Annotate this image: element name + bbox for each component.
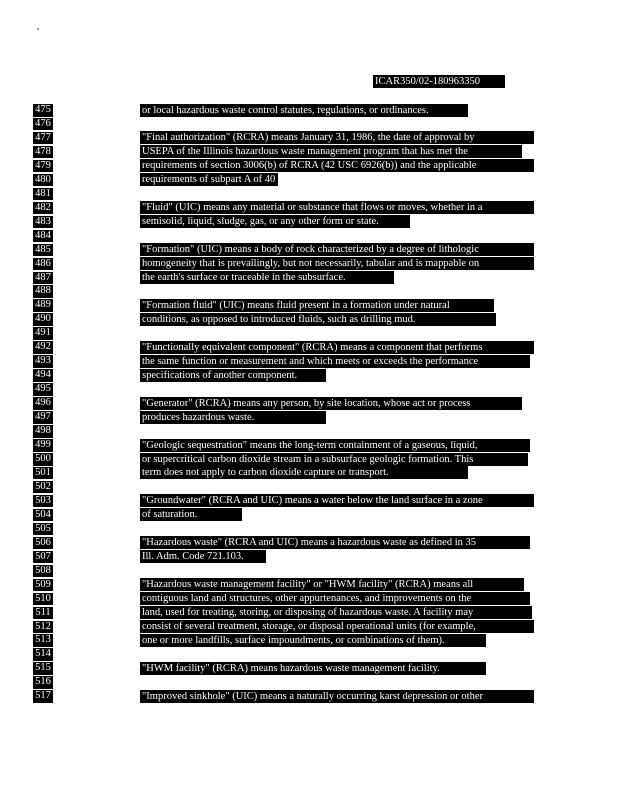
line-number: 497 [33,411,53,424]
line-number: 486 [33,258,53,271]
text-line: "Functionally equivalent component" (RCRA) means a component that performs [140,341,534,354]
document-id: ICAR350/02-180963350 [373,75,505,88]
line-number: 489 [33,299,53,312]
line-number: 479 [33,160,53,173]
line-number: 476 [33,118,53,131]
text-line: land, used for treating, storing, or disposing of hazardous waste. A facility may [140,606,532,619]
line-number: 503 [33,495,53,508]
line-number: 490 [33,313,53,326]
line-number: 510 [33,593,53,606]
text-line: consist of several treatment, storage, or disposal operational units (for example, [140,620,534,633]
line-number: 508 [33,565,53,578]
line-number: 498 [33,425,53,438]
line-number: 488 [33,285,53,298]
text-line: specifications of another component. [140,369,326,382]
line-number: 493 [33,355,53,368]
line-number: 487 [33,272,53,285]
text-line: "Formation fluid" (UIC) means fluid present in a formation under natural [140,299,494,312]
text-line: conditions, as opposed to introduced fluids, such as drilling mud. [140,313,496,326]
line-number: 514 [33,648,53,661]
line-number: 481 [33,188,53,201]
line-number: 504 [33,509,53,522]
line-number: 509 [33,579,53,592]
line-number: 495 [33,383,53,396]
line-number: 506 [33,537,53,550]
text-line: "HWM facility" (RCRA) means hazardous waste management facility. [140,662,486,675]
text-line: "Formation" (UIC) means a body of rock characterized by a degree of lithologic [140,243,534,256]
text-line: requirements of subpart A of 40 CFR 271. [142,174,319,186]
line-number: 500 [33,453,53,466]
line-number: 511 [33,607,53,620]
text-line: "Final authorization" (RCRA) means January 31, 1986, the date of approval by [140,131,534,144]
text-line: USEPA of the Illinois hazardous waste management program that has met the [140,145,522,158]
line-number: 475 [33,104,53,117]
text-line: "Hazardous waste management facility" or "HWM facility" (RCRA) means all [140,578,524,591]
text-line: requirements of section 3006(b) of RCRA (42 USC 6926(b)) and the applicable [140,159,534,172]
text-line: the earth's surface or traceable in the subsurface. [140,271,394,284]
text-line: or supercritical carbon dioxide stream in a subsurface geologic formation. This [140,453,528,466]
line-number: 477 [33,132,53,145]
line-number: 485 [33,244,53,257]
line-number: 516 [33,676,53,689]
line-number: 480 [33,174,53,187]
text-line: "Generator" (RCRA) means any person, by site location, whose act or process [140,397,522,410]
text-line: semisolid, liquid, sludge, gas, or any other form or state. [140,215,410,228]
line-number: 491 [33,327,53,340]
line-number: 505 [33,523,53,536]
text-line: produces hazardous waste. [140,411,326,424]
text-line: "Hazardous waste" (RCRA and UIC) means a hazardous waste as defined in 35 [140,536,530,549]
line-number: 513 [33,634,53,647]
text-line: one or more landfills, surface impoundments, or combinations of them). [140,634,486,647]
line-number: 501 [33,467,53,480]
line-number: 496 [33,397,53,410]
line-number: 484 [33,230,53,243]
line-number: 512 [33,621,53,634]
text-line: term does not apply to carbon dioxide capture or transport. [140,466,468,479]
text-line: or local hazardous waste control statutes, regulations, or ordinances. [140,104,468,117]
text-line: the same function or measurement and which meets or exceeds the performance [140,355,530,368]
line-number: 499 [33,439,53,452]
text-line: homogeneity that is prevailingly, but not necessarily, tabular and is mappable on [140,257,534,270]
text-line: Ill. Adm. Code 721.103. [140,550,266,563]
line-number: 507 [33,551,53,564]
line-number: 482 [33,202,53,215]
line-number: 492 [33,341,53,354]
line-number: 483 [33,216,53,229]
text-line: "Fluid" (UIC) means any material or substance that flows or moves, whether in a [140,201,534,214]
scan-speck [37,28,39,30]
text-line: "Groundwater" (RCRA and UIC) means a water below the land surface in a zone [140,494,534,507]
text-line: contiguous land and structures, other appurtenances, and improvements on the [140,592,530,605]
text-line: "Geologic sequestration" means the long-term containment of a gaseous, liquid, [140,439,530,452]
text-line: "Improved sinkhole" (UIC) means a naturally occurring karst depression or other [140,690,534,703]
line-number: 517 [33,690,53,703]
line-number: 515 [33,662,53,675]
text-line: of saturation. [140,508,242,521]
line-number: 494 [33,369,53,382]
line-number: 478 [33,146,53,159]
line-number: 502 [33,481,53,494]
